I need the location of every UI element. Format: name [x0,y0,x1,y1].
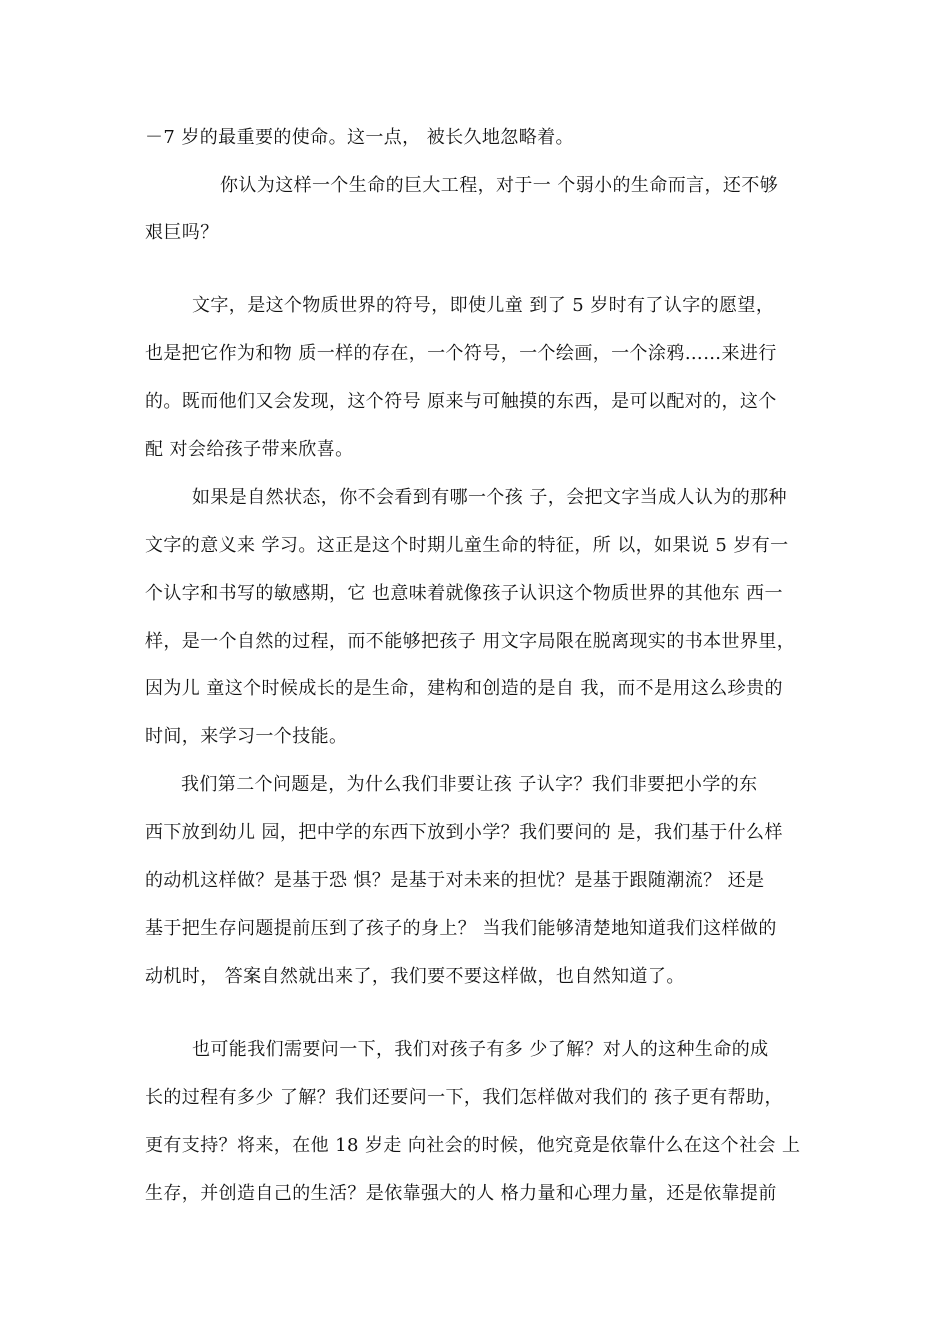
paragraph-5-line-5: 动机时， 答案自然就出来了，我们要不要这样做，也自然知道了。 [145,966,685,987]
paragraph-4-line-5: 因为儿 童这个时候成长的是生命，建构和创造的是自 我，而不是用这么珍贵的 [145,678,783,699]
paragraph-4-line-1: 如果是自然状态，你不会看到有哪一个孩 子，会把文字当成人认为的那种 [192,487,787,508]
paragraph-6-line-2: 长的过程有多少 了解？我们还要问一下，我们怎样做对我们的 孩子更有帮助， [145,1087,783,1108]
paragraph-6-line-3: 更有支持？将来，在他 18 岁走 向社会的时候，他究竟是依靠什么在这个社会 上 [145,1135,801,1156]
paragraph-5-line-3: 的动机这样做？是基于恐 惧？是基于对未来的担忧？是基于跟随潮流？ 还是 [145,870,765,891]
paragraph-4-line-4: 样，是一个自然的过程，而不能够把孩子 用文字局限在脱离现实的书本世界里， [145,631,796,652]
paragraph-2-line-1: 你认为这样一个生命的巨大工程，对于一 个弱小的生命而言，还不够 [220,175,779,196]
paragraph-6-line-4: 生存，并创造自己的生活？是依靠强大的人 格力量和心理力量，还是依靠提前 [145,1183,777,1204]
paragraph-5-line-4: 基于把生存问题提前压到了孩子的身上？ 当我们能够清楚地知道我们这样做的 [145,918,777,939]
paragraph-3-line-1: 文字，是这个物质世界的符号，即使儿童 到了 5 岁时有了认字的愿望， [192,295,775,316]
paragraph-4-line-2: 文字的意义来 学习。这正是这个时期儿童生命的特征，所 以，如果说 5 岁有一 [145,535,789,556]
paragraph-3-line-3: 的。既而他们又会发现，这个符号 原来与可触摸的东西，是可以配对的，这个 [145,391,777,412]
paragraph-3-line-4: 配 对会给孩子带来欣喜。 [145,439,354,460]
paragraph-5-line-2: 西下放到幼儿 园，把中学的东西下放到小学？我们要问的 是，我们基于什么样 [145,822,783,843]
paragraph-2-line-2: 艰巨吗？ [145,222,219,243]
paragraph-1-line-1: －7 岁的最重要的使命。这一点， 被长久地忽略着。 [145,127,574,148]
paragraph-4-line-6: 时间，来学习一个技能。 [145,726,348,747]
paragraph-3-line-2: 也是把它作为和物 质一样的存在，一个符号，一个绘画，一个涂鸦……来进行 [145,343,777,364]
paragraph-4-line-3: 个认字和书写的敏感期，它 也意味着就像孩子认识这个物质世界的其他东 西一 [145,583,783,604]
paragraph-5-line-1: 我们第二个问题是，为什么我们非要让孩 子认字？我们非要把小学的东 [181,774,758,795]
paragraph-6-line-1: 也可能我们需要问一下，我们对孩子有多 少了解？对人的这种生命的成 [192,1039,769,1060]
